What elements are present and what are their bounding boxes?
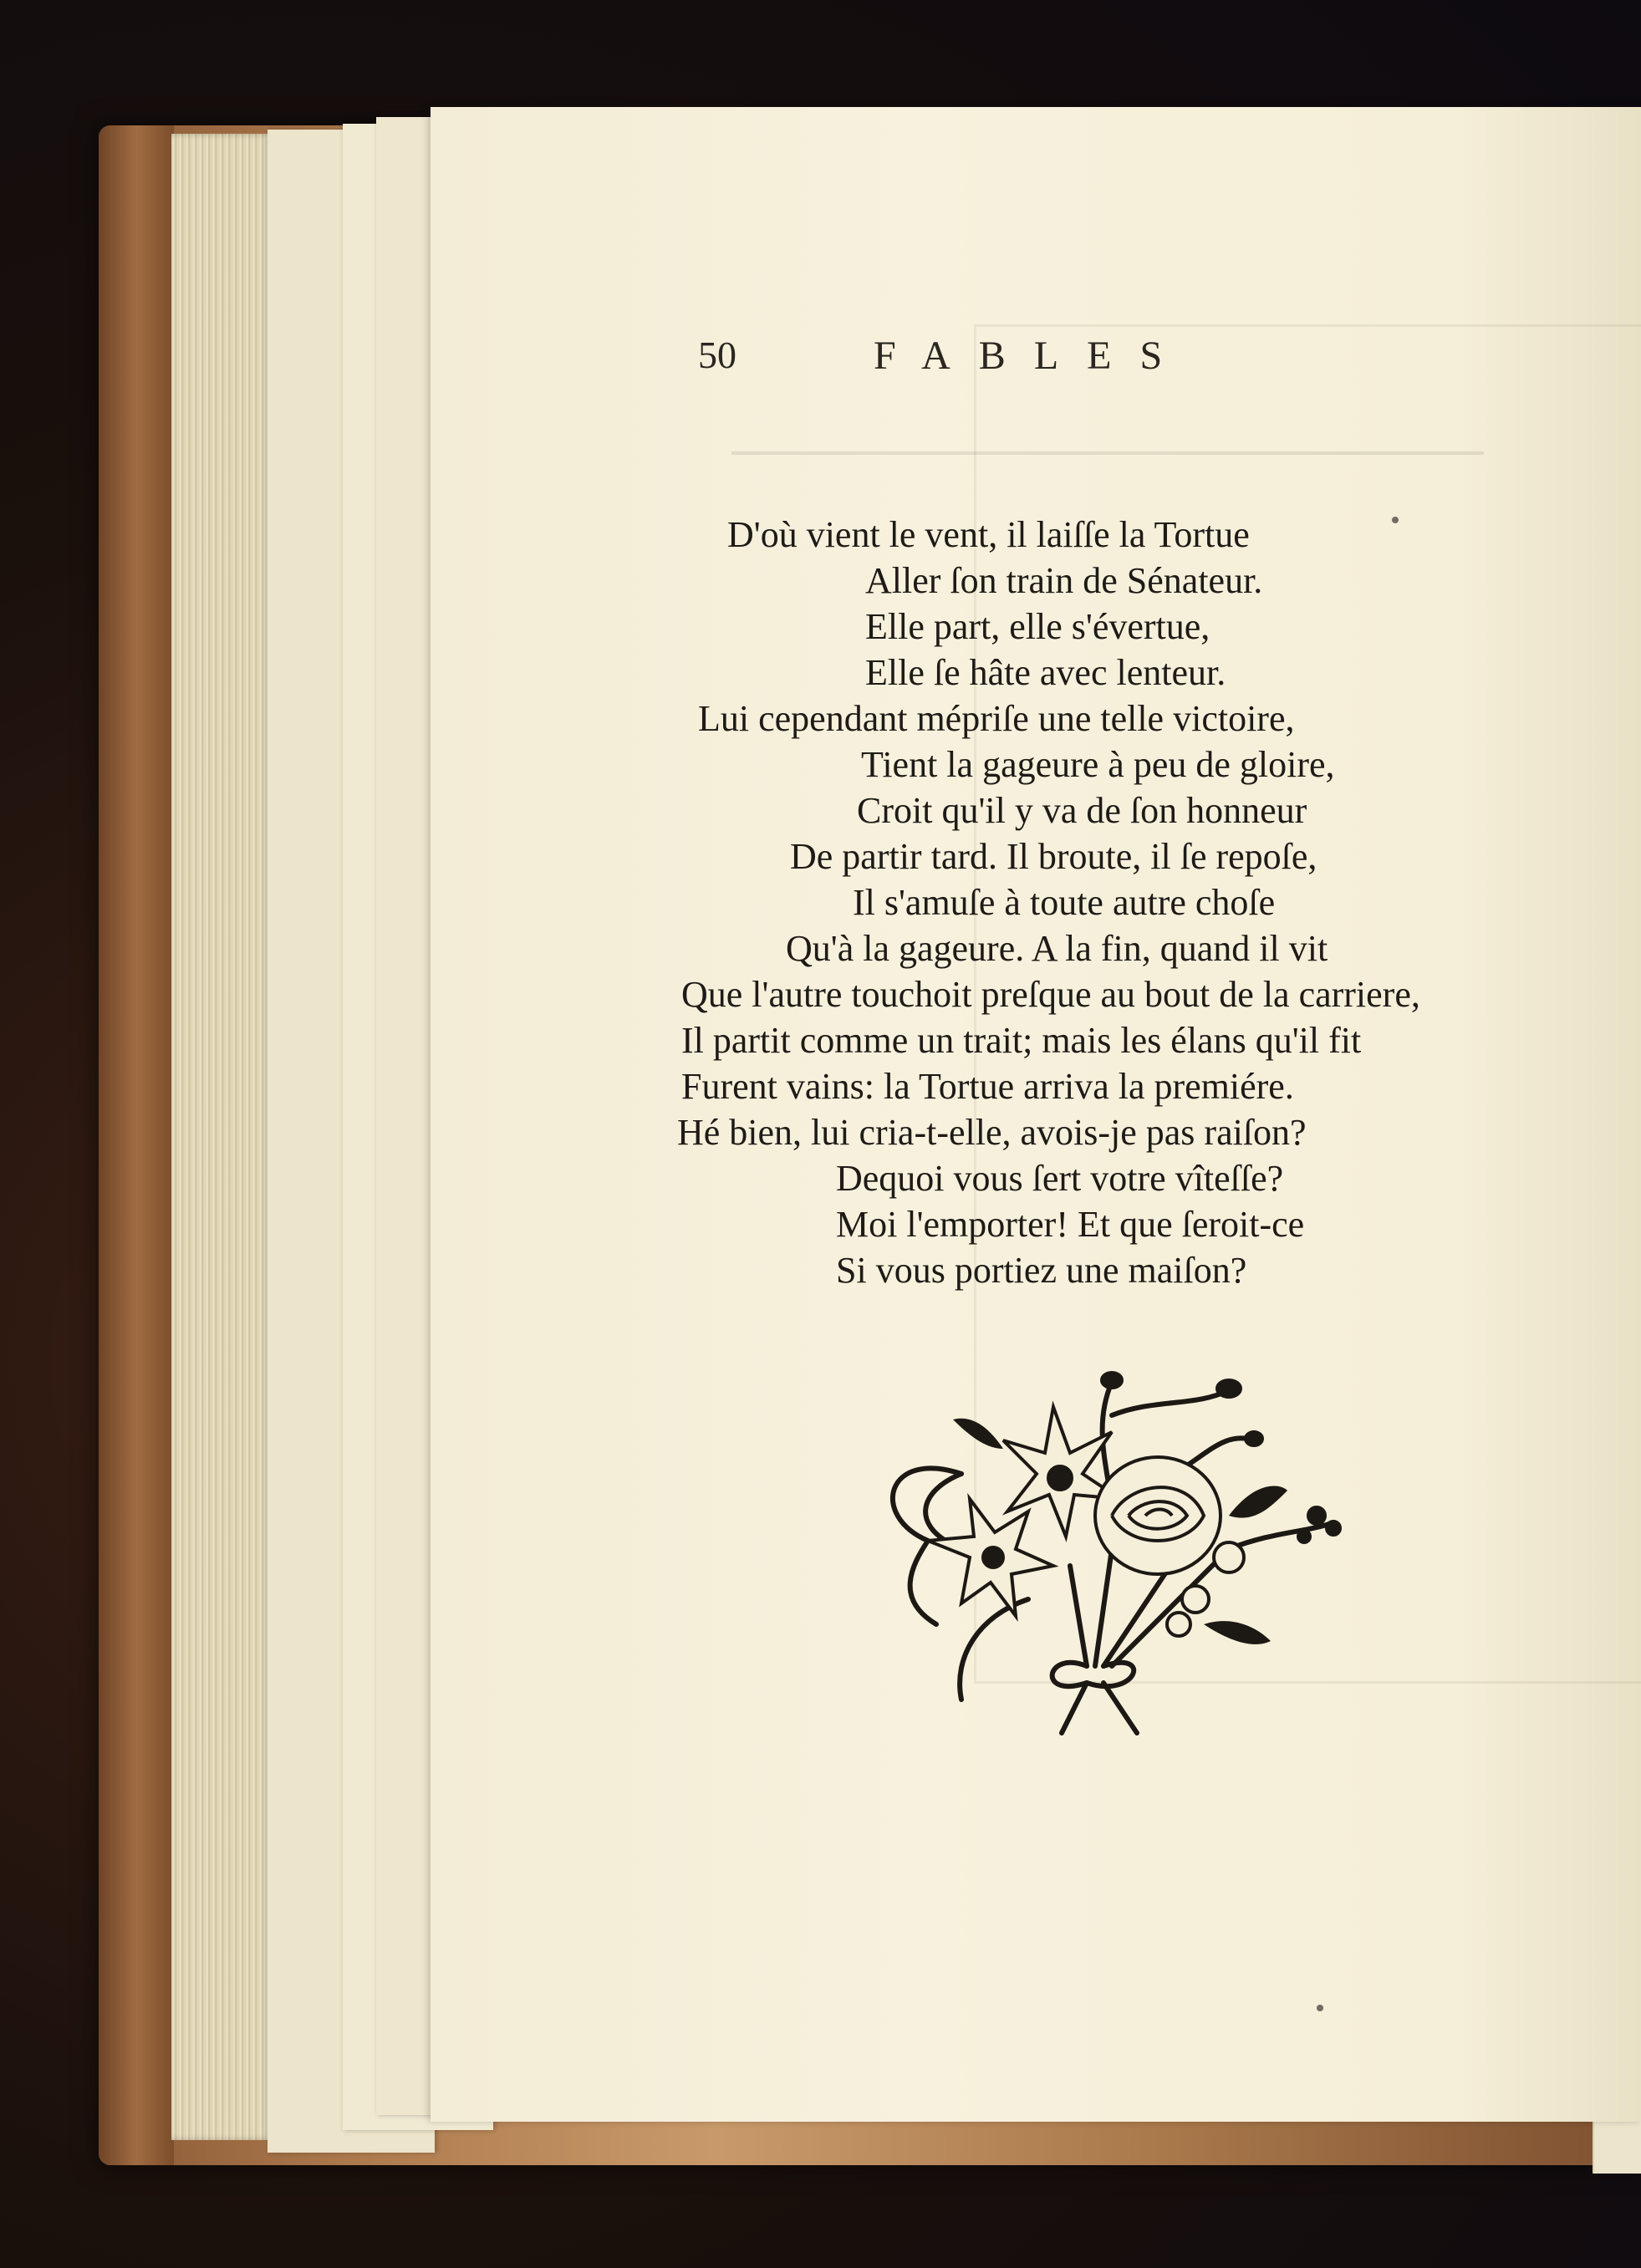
- verse-line: Il s'amuſe à toute autre choſe: [853, 882, 1276, 923]
- verse-line: De partir tard. Il broute, il ſe repoſe,: [790, 836, 1317, 877]
- verse-line: Il partit comme un trait; mais les élans qu'il fit: [681, 1020, 1362, 1061]
- verse-line: Croit qu'il y va de ſon honneur: [857, 790, 1307, 831]
- page-block-edges: [171, 134, 272, 2140]
- verse-line: Qu'à la gageure. A la fin, quand il vit: [786, 928, 1328, 969]
- verse-line: Tient la gageure à peu de gloire,: [861, 744, 1335, 785]
- page-number: 50: [698, 334, 736, 376]
- verse-line: Que l'autre touchoit preſque au bout de la carriere,: [681, 974, 1420, 1015]
- verse-line: Elle part, elle s'évertue,: [865, 606, 1210, 647]
- verse-line: D'où vient le vent, il laiſſe la Tortue: [727, 514, 1250, 555]
- floral-bouquet-icon: [836, 1348, 1354, 1766]
- ink-speck: [1392, 517, 1399, 523]
- book-spine-edge: [99, 125, 174, 2165]
- verse-line: Furent vains: la Tortue arriva la premiére.: [681, 1066, 1294, 1107]
- verse-line: Aller ſon train de Sénateur.: [865, 560, 1263, 601]
- verse-line: Elle ſe hâte avec lenteur.: [865, 652, 1226, 693]
- verse-line: Dequoi vous ſert votre vîteſſe?: [836, 1158, 1284, 1199]
- running-head: FABLES: [874, 334, 1191, 378]
- show-through-rule: [731, 451, 1484, 455]
- verse-line: Hé bien, lui cria-t-elle, avois-je pas raiſon?: [677, 1112, 1307, 1153]
- verse-line: Lui cependant mépriſe une telle victoire,: [698, 698, 1295, 739]
- verse-line: Moi l'emporter! Et que ſeroit-ce: [836, 1204, 1305, 1245]
- verse-line: Si vous portiez une maiſon?: [836, 1250, 1247, 1291]
- ink-speck: [1317, 2005, 1323, 2011]
- book-page: [431, 107, 1641, 2122]
